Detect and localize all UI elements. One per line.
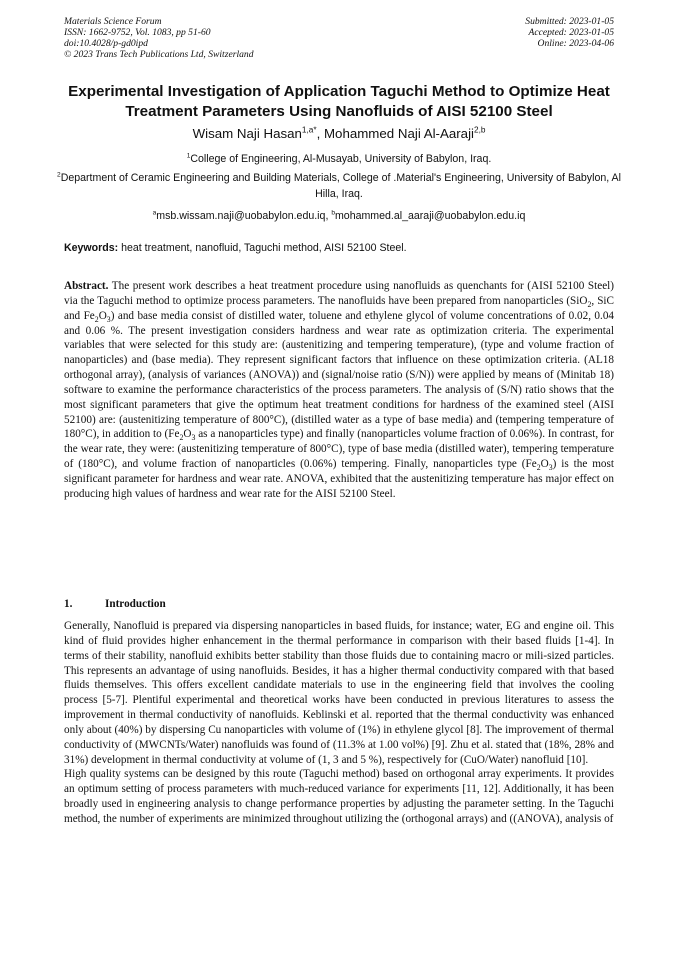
paper-title: Experimental Investigation of Application Taguchi Method to Optimize Heat Treatment Parameters Using Nanofluids of AISI 52100 Steel [68, 83, 610, 120]
affiliation-2 [50, 170, 628, 202]
subscript: 2 [587, 300, 592, 310]
abstract-text-2: , SiC and Fe [64, 294, 615, 322]
affiliation-2-text: Department of Ceramic Engineering and Building Materials, College of .Material's Engineering, University of Babylon, Al Hilla, Iraq. [60, 172, 621, 200]
intro-paragraph-2: High quality systems can be designed by this route (Taguchi method) based on orthogonal array experiments. It provides an optimum setting of process parameters with much-reduced variance for experiments [11, 12]. Additionally, it has been broadly used in engineering analysis to change performance properties by adjusting the parameter setting. In the Taguchi method, the number of experiments are minimized throughout utilizing the (orthogonal arrays) and ((ANOVA), analysis of [64, 768, 614, 825]
introduction-body [64, 619, 614, 827]
author-1-name: Wisam Naji Hasan [192, 126, 302, 141]
keywords [64, 240, 614, 256]
subscript: 2 [94, 314, 99, 324]
email-separator: , [325, 210, 332, 222]
email-a-mark: a [152, 209, 157, 217]
abstract-text-4: ) and base media consist of distilled water, toluene and ethylene glycol of volume concentrations of 0.02, 0.04 and 0.06 %. The present investigation considers hardness and wear rate as optimization criteria. The experimental variables that were selected for this study are: (austenitizing and tempering temperature), (type and volume fraction of nanoparticles) and (base media). They represent significant factors that influence on these optimization criteria. (AL18 orthogonal array), (analysis of variances (ANOVA)) and (signal/noise ratio (S/N)) were applied by means of (Minitab 18) software to examine the performance characteristics of the process parameters. The analysis of (S/N) ratio shows that the most significant parameters that give the optimum heat treatment conditions for hardness of the examined steel (AISI 52100) are: (austenitizing temperature of 800°C), (distilled water as a type of base media) and (tempering temperature of 180°C), in addition to (Fe [64, 309, 615, 441]
abstract-text-8: ) is the most significant parameter for hardness and wear rate. ANOVA, exhibited that the austenitizing temperature has major effect on producing high values of hardness and wear rate for the AISI 52100 Steel. [64, 458, 614, 500]
subscript: 3 [106, 314, 111, 324]
subscript: 3 [548, 463, 553, 473]
abstract [64, 279, 614, 502]
section-title: Introduction [105, 598, 166, 610]
submitted-date: Submitted: 2023-01-05 [525, 16, 614, 27]
affiliation-2-mark: 2 [57, 171, 61, 179]
author-2-name: Mohammed Naji Al-Aaraji [323, 126, 474, 141]
subscript: 2 [179, 433, 184, 443]
abstract-text-5: O [183, 428, 192, 441]
email-b[interactable]: mohammed.al_aaraji@uobabylon.edu.iq [334, 210, 526, 222]
author-2-affiliation: 2,b [473, 125, 486, 135]
abstract-text-3: O [98, 309, 107, 322]
authors [40, 125, 638, 143]
journal-info [64, 16, 254, 60]
abstract-text-6: as a nanoparticles type) and finally (nanoparticles volume fraction of 0.06%). In contrast, for the wear rate, they were: (austenitizing temperature of 800°C), type of base media (distilled water), tempering temperature of (180°C), and volume fraction of nanoparticles (0.06%) tempering. Finally, nanoparticles type (Fe [64, 428, 614, 471]
subscript: 2 [536, 463, 541, 473]
abstract-text-7: O [540, 458, 549, 471]
doi: doi:10.4028/p-gd0ipd [64, 38, 148, 49]
journal-name: Materials Science Forum [64, 16, 162, 27]
author-1-affiliation: 1,a* [301, 125, 317, 135]
keywords-label: Keywords: [64, 242, 119, 254]
copyright: © 2023 Trans Tech Publications Ltd, Switzerland [64, 49, 254, 60]
intro-paragraph-1: Generally, Nanofluid is prepared via dispersing nanoparticles in based fluids, for instance; water, EG and engine oil. This kind of fluid provides higher enhancement in the thermal performance in comparison with their based fluids [1-4]. In terms of their stability, nanofluid exhibits better stability than those fluids due to containing macro or mili-sized particles. This represents an advantage of using nanofluids. Besides, it has a higher thermal conductivity compared with that based fluids themselves. This offers excellent candidate materials to use in the engineering field that involves the cooling process [5-7]. Plentiful experimental and theoretical works have been conducted in previous literatures to assess the improvement in thermal conductivity of nanofluids. Keblinski et al. reported that the thermal conductivity was enhanced only about (40%) by dispersing Cu nanoparticles with volume of (1%) in ethylene glycol [8]. The improvement of thermal conductivity of (MWCNTs/Water) nanofluids was found of (11.3% at 1.00 vol%) [9]. Zhu et al. stated that (18%, 28% and 31%) development in thermal conductivity at volume of (1, 3 and 5 %), respectively for (CuO/Water) nanofluid [10]. [64, 620, 614, 766]
keywords-text: heat treatment, nanofluid, Taguchi method, AISI 52100 Steel. [118, 242, 407, 254]
email-b-mark: b [331, 209, 335, 217]
abstract-label: Abstract. [64, 280, 109, 292]
section-heading-introduction [64, 597, 614, 612]
publication-dates [525, 16, 614, 49]
author-separator: , [316, 126, 324, 141]
affiliation-1-text: College of Engineering, Al-Musayab, University of Babylon, Iraq. [190, 153, 492, 165]
affiliation-1 [50, 151, 628, 167]
issn-line: ISSN: 1662-9752, Vol. 1083, pp 51-60 [64, 27, 211, 38]
online-date: Online: 2023-04-06 [537, 38, 614, 49]
accepted-date: Accepted: 2023-01-05 [528, 27, 614, 38]
email-a[interactable]: msb.wissam.naji@uobabylon.edu.iq [156, 210, 326, 222]
author-emails [50, 208, 628, 224]
affiliation-1-mark: 1 [186, 152, 191, 160]
subscript: 3 [191, 433, 196, 443]
section-number: 1. [64, 598, 73, 610]
abstract-text-1: The present work describes a heat treatment procedure using nanofluids as quenchants for (AISI 52100 Steel) via the Taguchi method to optimize process parameters. The nanofluids have been prepared from nanoparticles (SiO [64, 280, 614, 307]
